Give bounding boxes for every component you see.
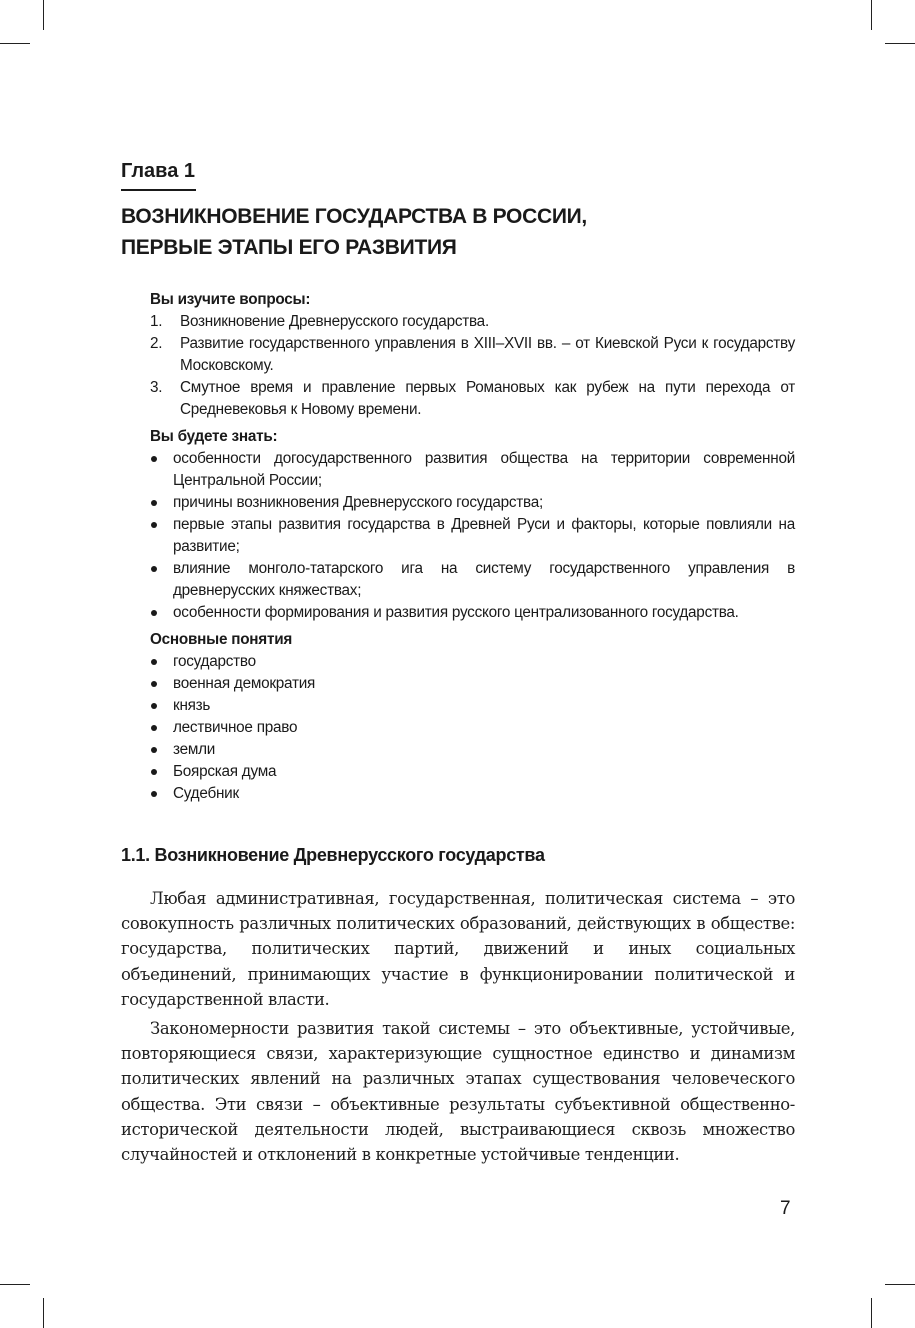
- will-know-list: [150, 448, 795, 624]
- crop-mark-top-right-vertical: [871, 0, 872, 30]
- paragraph: Любая административная, государственная, политическая система – это совокупность различных политических образований, действующих в обществе: государства, политических партий, движений и иных социальных объединений, принимающих участие в функционировании политической и государственной власти.: [121, 889, 795, 1009]
- study-questions-list: [150, 311, 795, 421]
- item-text: земли: [173, 741, 216, 758]
- section-title: 1.1. Возникновение Древнерусского государства: [121, 845, 545, 865]
- chapter-underline: [121, 189, 196, 191]
- bullet-icon: [151, 747, 157, 753]
- crop-mark-bottom-right-vertical: [871, 1298, 872, 1328]
- bullet-icon: [151, 522, 157, 528]
- item-text: государство: [173, 653, 256, 670]
- item-text: военная демократия: [173, 675, 316, 692]
- item-text: князь: [173, 697, 211, 714]
- list-item: [150, 333, 795, 377]
- bullet-icon: [151, 566, 157, 572]
- crop-mark-top-left-vertical: [43, 0, 44, 30]
- item-text: Боярская дума: [173, 763, 277, 780]
- chapter-title: [121, 201, 801, 263]
- list-item: [150, 717, 795, 739]
- list-item: [150, 448, 795, 492]
- crop-mark-bottom-left-horizontal: [0, 1284, 30, 1285]
- item-text: особенности формирования и развития русского централизованного государства.: [173, 604, 739, 621]
- list-item: [150, 651, 795, 673]
- item-text: причины возникновения Древнерусского государства;: [173, 494, 544, 511]
- key-concepts-heading: Основные понятия: [150, 631, 293, 648]
- bullet-icon: [151, 791, 157, 797]
- item-text: первые этапы развития государства в Древней Руси и факторы, которые повлияли на развитие;: [173, 516, 795, 555]
- item-number: 2.: [150, 335, 163, 352]
- page-number: 7: [780, 1198, 791, 1219]
- item-text: лествичное право: [173, 719, 298, 736]
- bullet-icon: [151, 769, 157, 775]
- item-text: особенности догосударственного развития общества на территории современной Центральной России;: [173, 450, 795, 489]
- item-text: Смутное время и правление первых Романовых как рубеж на пути перехода от Средневековья к Новому времени.: [180, 379, 795, 418]
- chapter-title-line-2: ПЕРВЫЕ ЭТАПЫ ЕГО РАЗВИТИЯ: [121, 236, 457, 259]
- bullet-icon: [151, 500, 157, 506]
- bullet-icon: [151, 703, 157, 709]
- item-text: Судебник: [173, 785, 239, 802]
- list-item: [150, 311, 795, 333]
- list-item: [150, 377, 795, 421]
- list-item: [150, 761, 795, 783]
- bullet-icon: [151, 456, 157, 462]
- list-item: [150, 492, 795, 514]
- section-body: [121, 886, 795, 1171]
- item-number: 1.: [150, 313, 163, 330]
- chapter-intro: [150, 289, 795, 805]
- bullet-icon: [151, 610, 157, 616]
- bullet-icon: [151, 681, 157, 687]
- bullet-icon: [151, 725, 157, 731]
- item-text: влияние монголо-татарского ига на систему государственного управления в древнерусских княжествах;: [173, 560, 795, 599]
- item-number: 3.: [150, 379, 163, 396]
- crop-mark-bottom-right-horizontal: [885, 1284, 915, 1285]
- list-item: [150, 602, 795, 624]
- crop-mark-top-right-horizontal: [885, 43, 915, 44]
- item-text: Возникновение Древнерусского государства.: [180, 313, 489, 330]
- list-item: [150, 514, 795, 558]
- bullet-icon: [151, 659, 157, 665]
- key-concepts-list: [150, 651, 795, 805]
- chapter-title-line-1: ВОЗНИКНОВЕНИЕ ГОСУДАРСТВА В РОССИИ,: [121, 205, 587, 228]
- crop-mark-top-left-horizontal: [0, 43, 30, 44]
- chapter-label: Глава 1: [121, 160, 196, 182]
- will-know-heading: Вы будете знать:: [150, 428, 278, 445]
- paragraph: Закономерности развития такой системы – это объективные, устойчивые, повторяющиеся связи, характеризующие сущностное единство и динамизм политических явлений на различных этапах существования человеческого общества. Эти связи – объективные результаты субъективной общественно-исторической деятельности людей, выстраивающиеся сквозь множество случайностей и отклонений в конкретные устойчивые тенденции.: [121, 1019, 795, 1165]
- item-text: Развитие государственного управления в XIII–XVII вв. – от Киевской Руси к государству Московскому.: [180, 335, 795, 374]
- list-item: [150, 783, 795, 805]
- list-item: [150, 673, 795, 695]
- study-questions-heading: Вы изучите вопросы:: [150, 291, 311, 308]
- list-item: [150, 695, 795, 717]
- crop-mark-bottom-left-vertical: [43, 1298, 44, 1328]
- list-item: [150, 739, 795, 761]
- list-item: [150, 558, 795, 602]
